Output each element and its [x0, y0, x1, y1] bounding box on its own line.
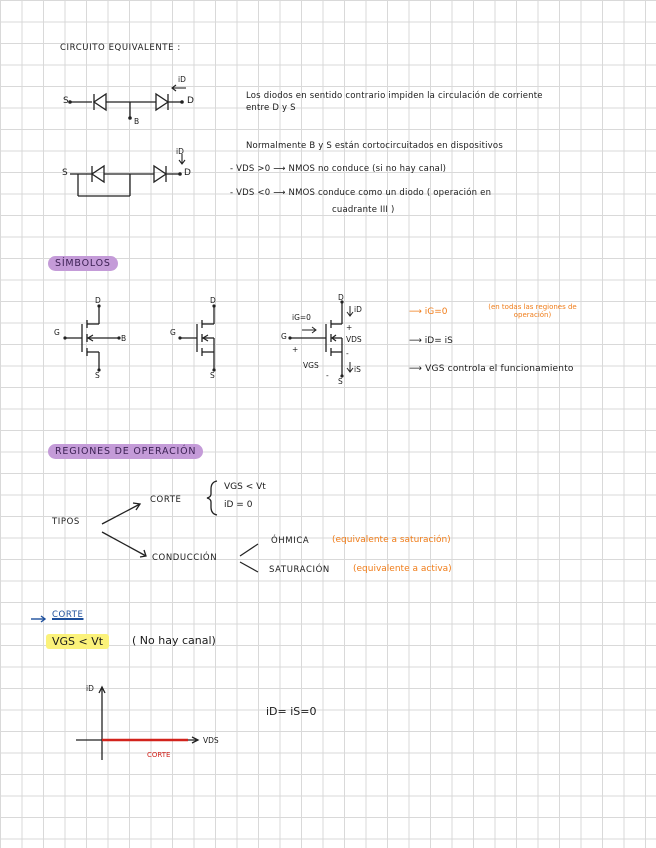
sym1-b-label: B — [121, 334, 127, 343]
corte-condition-highlight: VGS < Vt — [46, 634, 109, 649]
sym3-d-label: D — [338, 293, 344, 302]
current-id-label-2: iD — [176, 147, 184, 156]
terminal-d-label: D — [187, 96, 194, 106]
corte-condition-note: ( No hay canal) — [132, 634, 216, 647]
sym3-g-label: G — [281, 332, 287, 341]
tipos-label: TIPOS — [52, 517, 80, 527]
bullet-vds-positive: - VDS >0 ⟶ NMOS no conduce (si no hay canal) — [230, 164, 447, 174]
current-id-label: iD — [178, 75, 186, 84]
sym3-id-label: iD — [354, 305, 362, 314]
terminal-s-label-2: S — [62, 168, 68, 178]
note-id-equals-is: ⟶ iD= iS — [409, 336, 453, 346]
corte-brace — [205, 480, 219, 516]
corte-type-label: CORTE — [150, 495, 182, 505]
nmos-symbol-4-terminal — [55, 298, 125, 378]
operating-regions-heading: REGIONES DE OPERACIÓN — [48, 444, 203, 459]
terminal-s-label: S — [63, 96, 69, 106]
sym1-d-label: D — [95, 296, 101, 305]
sym2-s-label: S — [210, 371, 215, 380]
sym3-minus-gs: - — [326, 371, 329, 380]
sym3-plus-ds: + — [346, 323, 353, 332]
sym3-is-label: iS — [354, 365, 361, 374]
graph-corte-label: CORTE — [147, 751, 171, 759]
corte-result: iD= iS=0 — [266, 705, 317, 718]
corte-condition-vgs: VGS < Vt — [224, 482, 266, 492]
corte-condition-id: iD = 0 — [224, 500, 253, 510]
equivalent-circuit-diagram-1 — [58, 75, 208, 128]
graph-x-axis-label: VDS — [203, 736, 219, 745]
saturacion-label: SATURACIÓN — [269, 565, 330, 575]
saturacion-note: (equivalente a activa) — [353, 564, 452, 574]
sym3-s-label: S — [338, 377, 343, 386]
arrow-icon — [30, 614, 48, 624]
bullet-vds-negative-cont: cuadrante III ) — [332, 205, 395, 215]
terminal-b-label: B — [134, 117, 140, 126]
conduccion-label: CONDUCCIÓN — [152, 553, 218, 563]
page-title: CIRCUITO EQUIVALENTE : — [60, 43, 181, 53]
sym1-g-label: G — [54, 328, 60, 337]
sym3-plus-gs: + — [292, 345, 299, 354]
short-circuit-intro: Normalmente B y S están cortocircuitados en dispositivos — [246, 141, 503, 151]
diode-description-line1: Los diodos en sentido contrario impiden la circulación de corriente — [246, 91, 543, 101]
sym1-s-label: S — [95, 371, 100, 380]
ohmica-note: (equivalente a saturación) — [332, 535, 451, 545]
terminal-d-label-2: D — [184, 168, 191, 178]
note-ig-zero: ⟶ iG=0 — [409, 307, 448, 317]
sym2-d-label: D — [210, 296, 216, 305]
diode-description-line2: entre D y S — [246, 103, 296, 113]
corte-section-heading: CORTE — [52, 610, 84, 620]
sym2-g-label: G — [170, 328, 176, 337]
ohmica-label: ÓHMICA — [271, 536, 310, 546]
graph-y-axis-label: iD — [86, 684, 94, 693]
sym3-ig-label: iG=0 — [292, 313, 311, 322]
sym3-vds-label: VDS — [346, 335, 362, 344]
nmos-symbol-3-terminal — [170, 298, 240, 378]
note-vgs-controls: ⟶ VGS controla el funcionamiento — [409, 364, 574, 374]
symbols-heading: SÍMBOLOS — [48, 256, 118, 271]
sym3-vgs-label: VGS — [303, 361, 319, 370]
bullet-vds-negative: - VDS <0 ⟶ NMOS conduce como un diodo ( operación en — [230, 188, 492, 198]
note-ig-zero-paren: (en todas las regiones de operación) — [488, 303, 577, 320]
sym3-minus-ds: - — [346, 349, 349, 358]
